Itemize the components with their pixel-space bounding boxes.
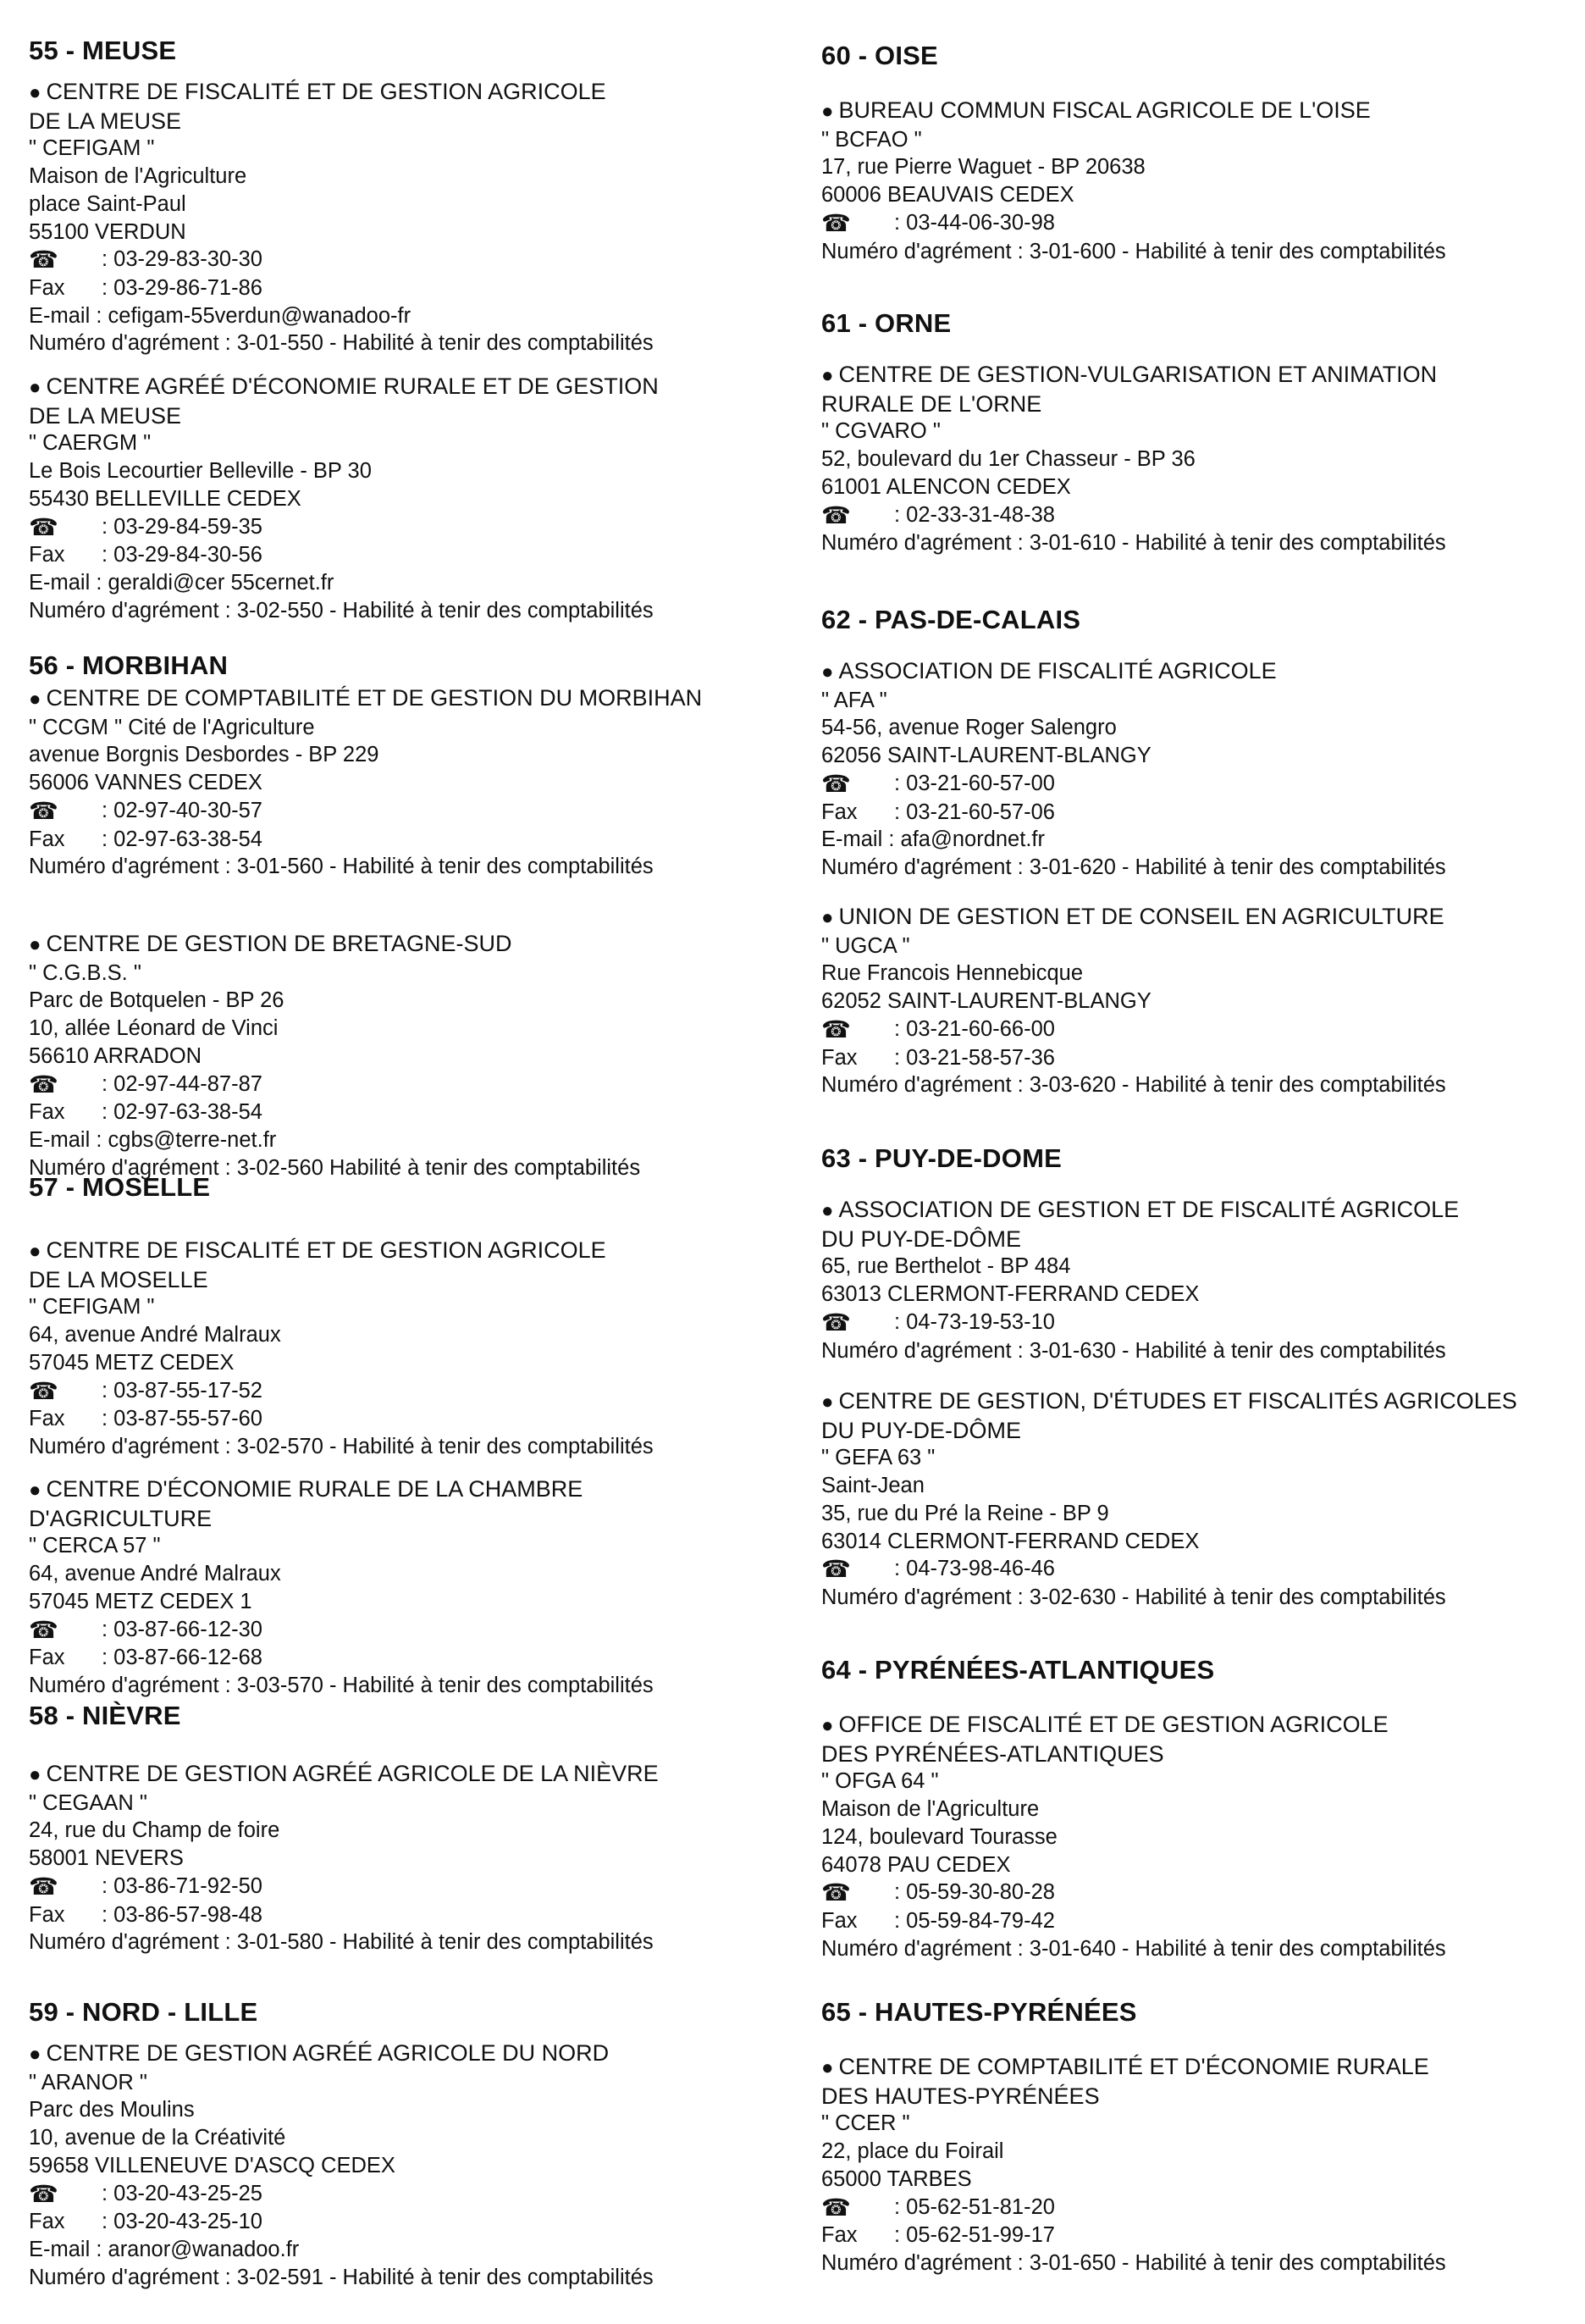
organization-name-text: BUREAU COMMUN FISCAL AGRICOLE DE L'OISE (838, 97, 1371, 123)
address-line: 22, place du Foirail (821, 2139, 1004, 2164)
organization-name (821, 903, 1583, 932)
address-line: 62056 SAINT-LAURENT-BLANGY (821, 744, 1151, 768)
phone-line (821, 770, 1583, 799)
telephone-icon: ☎ (29, 513, 58, 540)
address-line: " CAERGM " (29, 431, 152, 456)
fax-line (29, 274, 791, 302)
email-line: E-mail : aranor@wanadoo.fr (29, 2237, 300, 2261)
organization-name (821, 1417, 1583, 1445)
address-line: 58001 NEVERS (29, 1846, 184, 1871)
agrement-line: Numéro d'agrément : 3-02-591 - Habilité à tenir des comptabilités (29, 2265, 654, 2289)
address-line: Rue Francois Hennebicque (821, 961, 1084, 986)
fax-line (29, 826, 791, 854)
phone-line (821, 1555, 1583, 1584)
organization-name-text: D'AGRICULTURE (29, 1505, 213, 1531)
organization-name (29, 1505, 791, 1533)
address-line: Saint-Jean (821, 1474, 925, 1498)
organization-name (29, 2039, 791, 2069)
organization-name-text: DU PUY-DE-DÔME (821, 1417, 1022, 1443)
address-line: " CGVARO " (821, 419, 941, 444)
email-line: E-mail : cgbs@terre-net.fr (29, 1127, 277, 1152)
address-line: 57045 METZ CEDEX (29, 1350, 235, 1375)
fax-label: Fax (821, 800, 858, 824)
organization-name (821, 2053, 1583, 2083)
address-line: 57045 METZ CEDEX 1 (29, 1589, 252, 1613)
address-line: 35, rue du Pré la Reine - BP 9 (821, 1501, 1109, 1525)
address-line: 56610 ARRADON (29, 1043, 202, 1068)
telephone-icon: ☎ (29, 797, 58, 824)
bullet-icon: ● (821, 1391, 834, 1414)
fax-line (29, 1644, 791, 1672)
fax-label: Fax (29, 1902, 65, 1927)
telephone-icon: ☎ (29, 2180, 58, 2207)
telephone-icon: ☎ (29, 246, 58, 274)
fax-line (821, 1044, 1583, 1072)
phone-number: : 03-20-43-25-25 (102, 2181, 262, 2205)
fax-number: : 03-87-66-12-68 (102, 1646, 262, 1670)
fax-label: Fax (821, 1908, 858, 1933)
agrement-line: Numéro d'agrément : 3-03-570 - Habilité à tenir des comptabilités (29, 1673, 654, 1697)
fax-line (29, 1098, 791, 1126)
organization-entry (821, 657, 1583, 882)
address-line: 65, rue Berthelot - BP 484 (821, 1254, 1071, 1279)
organization-name-text: CENTRE DE GESTION DE BRETAGNE-SUD (46, 931, 512, 956)
bullet-icon: ● (29, 81, 41, 104)
fax-number: : 03-29-84-30-56 (102, 543, 262, 567)
address-line: avenue Borgnis Desbordes - BP 229 (29, 743, 379, 767)
address-line: 62052 SAINT-LAURENT-BLANGY (821, 989, 1151, 1014)
telephone-icon: ☎ (821, 1556, 851, 1583)
agrement-line: Numéro d'agrément : 3-01-560 - Habilité à tenir des comptabilités (29, 855, 654, 879)
phone-line (821, 209, 1583, 238)
department-heading: 60 - OISE (821, 41, 938, 70)
fax-number: : 03-20-43-25-10 (102, 2210, 262, 2234)
fax-line (29, 2208, 791, 2236)
department-heading: 64 - PYRÉNÉES-ATLANTIQUES (821, 1655, 1215, 1685)
organization-name (29, 684, 791, 714)
telephone-icon: ☎ (29, 1873, 58, 1900)
organization-entry (29, 1237, 791, 1461)
organization-name (821, 97, 1583, 126)
organization-name-text: OFFICE DE FISCALITÉ ET DE GESTION AGRICOLE (838, 1712, 1389, 1737)
bullet-icon: ● (29, 933, 41, 956)
address-line: 64078 PAU CEDEX (821, 1852, 1011, 1877)
organization-name-text: CENTRE DE FISCALITÉ ET DE GESTION AGRICOLE (46, 79, 606, 104)
phone-number: : 03-44-06-30-98 (894, 210, 1055, 235)
department-heading: 58 - NIÈVRE (29, 1701, 181, 1730)
organization-name (29, 402, 791, 430)
organization-name-text: ASSOCIATION DE FISCALITÉ AGRICOLE (838, 658, 1277, 683)
fax-number: : 03-21-60-57-06 (894, 800, 1055, 824)
phone-number: : 02-33-31-48-38 (894, 502, 1055, 527)
telephone-icon: ☎ (29, 1616, 58, 1643)
organization-entry (821, 903, 1583, 1099)
organization-name-text: CENTRE AGRÉÉ D'ÉCONOMIE RURALE ET DE GESTION (46, 374, 659, 399)
agrement-line: Numéro d'agrément : 3-03-620 - Habilité à tenir des comptabilités (821, 1073, 1446, 1098)
organization-entry (29, 373, 791, 624)
address-line: " CEGAAN " (29, 1790, 147, 1815)
organization-entry (821, 2053, 1583, 2277)
fax-label: Fax (821, 2223, 858, 2248)
address-line: 55100 VERDUN (29, 219, 186, 244)
address-line: " C.G.B.S. " (29, 960, 141, 985)
email-line: E-mail : afa@nordnet.fr (821, 827, 1045, 852)
organization-name-text: UNION DE GESTION ET DE CONSEIL EN AGRICULTURE (838, 904, 1444, 929)
organization-entry (29, 1760, 791, 1956)
address-line: 124, boulevard Tourasse (821, 1824, 1058, 1849)
organization-name (821, 1387, 1583, 1417)
organization-name (821, 2083, 1583, 2111)
organization-name (821, 657, 1583, 687)
phone-number: : 05-59-30-80-28 (894, 1880, 1055, 1905)
fax-label: Fax (29, 1646, 65, 1670)
address-line: 65000 TARBES (821, 2166, 972, 2191)
fax-line (821, 2222, 1583, 2249)
organization-name (29, 1237, 791, 1266)
agrement-line: Numéro d'agrément : 3-01-580 - Habilité à tenir des comptabilités (29, 1930, 654, 1955)
organization-name-text: DES HAUTES-PYRÉNÉES (821, 2083, 1100, 2109)
agrement-line: Numéro d'agrément : 3-01-550 - Habilité à tenir des comptabilités (29, 331, 654, 356)
telephone-icon: ☎ (821, 501, 851, 528)
address-line: 59658 VILLENEUVE D'ASCQ CEDEX (29, 2153, 395, 2177)
bullet-icon: ● (821, 364, 834, 387)
fax-number: : 02-97-63-38-54 (102, 827, 262, 851)
department-heading: 59 - NORD - LILLE (29, 1997, 258, 2027)
address-line: " UGCA " (821, 933, 910, 958)
telephone-icon: ☎ (29, 1071, 58, 1098)
fax-label: Fax (821, 1045, 858, 1070)
bullet-icon: ● (821, 2056, 834, 2079)
fax-number: : 05-59-84-79-42 (894, 1908, 1055, 1933)
organization-entry (29, 1475, 791, 1700)
telephone-icon: ☎ (821, 1879, 851, 1906)
organization-name-text: RURALE DE L'ORNE (821, 390, 1042, 417)
address-line: " AFA " (821, 688, 887, 712)
phone-number: : 05-62-51-81-20 (894, 2194, 1055, 2219)
bullet-icon: ● (29, 1763, 41, 1786)
bullet-icon: ● (821, 906, 834, 929)
email-line: E-mail : cefigam-55verdun@wanadoo-fr (29, 303, 411, 328)
address-line: Maison de l'Agriculture (821, 1797, 1040, 1822)
phone-line (821, 1309, 1583, 1337)
phone-line (821, 1015, 1583, 1044)
address-line: 10, allée Léonard de Vinci (29, 1016, 279, 1041)
address-line: 64, avenue André Malraux (29, 1562, 281, 1586)
fax-number: : 03-29-86-71-86 (102, 275, 262, 300)
address-line: " CCGM " Cité de l'Agriculture (29, 715, 315, 739)
phone-line (29, 1377, 791, 1406)
department-heading: 65 - HAUTES-PYRÉNÉES (821, 1997, 1137, 2027)
fax-label: Fax (29, 2210, 65, 2234)
phone-line (29, 797, 791, 826)
address-line: " CEFIGAM " (29, 136, 155, 161)
fax-label: Fax (29, 1407, 65, 1431)
fax-label: Fax (29, 827, 65, 851)
phone-line (821, 2194, 1583, 2222)
address-line: " BCFAO " (821, 127, 922, 152)
address-line: place Saint-Paul (29, 191, 186, 216)
phone-number: : 03-21-60-57-00 (894, 771, 1055, 795)
organization-name-text: DES PYRÉNÉES-ATLANTIQUES (821, 1740, 1164, 1767)
bullet-icon: ● (29, 1479, 41, 1502)
organization-name-text: CENTRE DE COMPTABILITÉ ET DE GESTION DU MORBIHAN (46, 685, 703, 711)
address-line: 64, avenue André Malraux (29, 1323, 281, 1347)
address-line: 10, avenue de la Créativité (29, 2126, 286, 2150)
phone-line (29, 2180, 791, 2209)
phone-line (29, 1873, 791, 1901)
phone-number: : 03-87-55-17-52 (102, 1378, 262, 1403)
address-line: Le Bois Lecourtier Belleville - BP 30 (29, 459, 372, 484)
organization-name (29, 373, 791, 402)
fax-number: : 03-87-55-57-60 (102, 1407, 262, 1431)
bullet-icon: ● (821, 661, 834, 683)
organization-entry (29, 930, 791, 1181)
organization-name-text: CENTRE DE FISCALITÉ ET DE GESTION AGRICOLE (46, 1237, 606, 1263)
address-line: Parc des Moulins (29, 2098, 195, 2122)
fax-number: : 05-62-51-99-17 (894, 2223, 1055, 2248)
organization-name-text: CENTRE DE GESTION AGRÉÉ AGRICOLE DE LA NIÈVRE (46, 1761, 659, 1786)
organization-name-text: DE LA MOSELLE (29, 1266, 208, 1292)
address-line: 24, rue du Champ de foire (29, 1818, 280, 1843)
address-line: 63014 CLERMONT-FERRAND CEDEX (821, 1529, 1200, 1553)
phone-line (29, 246, 791, 274)
phone-line (821, 1879, 1583, 1907)
bullet-icon: ● (29, 1240, 41, 1263)
organization-name (29, 1760, 791, 1790)
department-heading: 61 - ORNE (821, 308, 952, 338)
address-line: Maison de l'Agriculture (29, 164, 247, 189)
organization-name-text: CENTRE DE COMPTABILITÉ ET D'ÉCONOMIE RURALE (838, 2054, 1429, 2079)
address-line: " CCER " (821, 2111, 910, 2136)
bullet-icon: ● (821, 100, 834, 123)
phone-number: : 04-73-19-53-10 (894, 1309, 1055, 1334)
telephone-icon: ☎ (29, 1377, 58, 1404)
organization-entry (821, 1711, 1583, 1962)
bullet-icon: ● (29, 688, 41, 711)
telephone-icon: ☎ (821, 1015, 851, 1043)
address-line: Parc de Botquelen - BP 26 (29, 988, 284, 1013)
telephone-icon: ☎ (821, 2194, 851, 2221)
organization-entry (29, 2039, 791, 2291)
phone-line (29, 1616, 791, 1645)
phone-number: : 03-21-60-66-00 (894, 1016, 1055, 1041)
organization-name (29, 1266, 791, 1294)
agrement-line: Numéro d'agrément : 3-01-600 - Habilité à tenir des comptabilités (821, 239, 1446, 263)
organization-name-text: CENTRE DE GESTION AGRÉÉ AGRICOLE DU NORD (46, 2040, 610, 2066)
department-heading: 57 - MOSELLE (29, 1172, 211, 1202)
phone-number: : 03-29-84-59-35 (102, 514, 262, 539)
department-heading: 55 - MEUSE (29, 36, 177, 65)
organization-entry (821, 1196, 1583, 1364)
fax-label: Fax (29, 543, 65, 567)
organization-name-text: DE LA MEUSE (29, 108, 182, 134)
agrement-line: Numéro d'agrément : 3-01-640 - Habilité à tenir des comptabilités (821, 1936, 1446, 1961)
phone-line (29, 513, 791, 542)
address-line: " CERCA 57 " (29, 1534, 161, 1558)
organization-name (821, 390, 1583, 418)
fax-number: : 03-21-58-57-36 (894, 1045, 1055, 1070)
email-line: E-mail : geraldi@cer 55cernet.fr (29, 570, 334, 595)
address-line: 52, boulevard du 1er Chasseur - BP 36 (821, 447, 1196, 472)
address-line: " CEFIGAM " (29, 1295, 155, 1320)
fax-line (821, 799, 1583, 827)
phone-line (29, 1071, 791, 1099)
phone-number: : 03-29-83-30-30 (102, 247, 262, 272)
phone-number: : 04-73-98-46-46 (894, 1557, 1055, 1581)
address-line: 63013 CLERMONT-FERRAND CEDEX (821, 1282, 1200, 1307)
fax-number: : 02-97-63-38-54 (102, 1100, 262, 1125)
organization-name (821, 1711, 1583, 1740)
agrement-line: Numéro d'agrément : 3-01-610 - Habilité à tenir des comptabilités (821, 531, 1446, 556)
fax-label: Fax (29, 275, 65, 300)
agrement-line: Numéro d'agrément : 3-01-620 - Habilité à tenir des comptabilités (821, 855, 1446, 879)
address-line: 54-56, avenue Roger Salengro (821, 716, 1117, 740)
phone-line (821, 501, 1583, 530)
address-line: " OFGA 64 " (821, 1769, 939, 1794)
bullet-icon: ● (29, 376, 41, 399)
bullet-icon: ● (29, 2043, 41, 2066)
organization-name-text: DE LA MEUSE (29, 402, 182, 429)
phone-number: : 03-87-66-12-30 (102, 1617, 262, 1641)
fax-line (29, 1901, 791, 1929)
phone-number: : 02-97-40-30-57 (102, 798, 262, 822)
agrement-line: Numéro d'agrément : 3-01-630 - Habilité à tenir des comptabilités (821, 1338, 1446, 1363)
organization-name-text: CENTRE DE GESTION, D'ÉTUDES ET FISCALITÉS AGRICOLES (838, 1388, 1517, 1414)
fax-label: Fax (29, 1100, 65, 1125)
organization-name (29, 1475, 791, 1505)
department-heading: 63 - PUY-DE-DOME (821, 1143, 1062, 1173)
phone-number: : 02-97-44-87-87 (102, 1071, 262, 1096)
address-line: 17, rue Pierre Waguet - BP 20638 (821, 155, 1146, 180)
agrement-line: Numéro d'agrément : 3-02-570 - Habilité à tenir des comptabilités (29, 1434, 654, 1458)
organization-name (821, 1226, 1583, 1253)
organization-name (821, 361, 1583, 390)
organization-name-text: CENTRE D'ÉCONOMIE RURALE DE LA CHAMBRE (46, 1476, 583, 1502)
organization-entry (821, 97, 1583, 265)
telephone-icon: ☎ (821, 770, 851, 797)
organization-entry (821, 1387, 1583, 1612)
bullet-icon: ● (821, 1199, 834, 1222)
organization-name (29, 108, 791, 136)
phone-number: : 03-86-71-92-50 (102, 1873, 262, 1898)
address-line: " GEFA 63 " (821, 1446, 936, 1470)
organization-entry (821, 361, 1583, 557)
organization-entry (29, 684, 791, 881)
organization-name-text: ASSOCIATION DE GESTION ET DE FISCALITÉ AGRICOLE (838, 1197, 1460, 1222)
organization-name-text: CENTRE DE GESTION-VULGARISATION ET ANIMATION (838, 362, 1438, 387)
agrement-line: Numéro d'agrément : 3-01-650 - Habilité à tenir des comptabilités (821, 2250, 1446, 2275)
organization-name (29, 930, 791, 960)
organization-entry (29, 78, 791, 357)
address-line: 61001 ALENCON CEDEX (821, 474, 1071, 499)
organization-name (821, 1740, 1583, 1768)
agrement-line: Numéro d'agrément : 3-02-630 - Habilité à tenir des comptabilités (821, 1585, 1446, 1609)
fax-line (29, 1405, 791, 1433)
telephone-icon: ☎ (821, 1309, 851, 1336)
address-line: 56006 VANNES CEDEX (29, 771, 262, 795)
agrement-line: Numéro d'agrément : 3-02-560 Habilité à tenir des comptabilités (29, 1155, 641, 1180)
department-heading: 56 - MORBIHAN (29, 650, 229, 680)
address-line: 55430 BELLEVILLE CEDEX (29, 486, 301, 511)
address-line: " ARANOR " (29, 2070, 147, 2094)
address-line: 60006 BEAUVAIS CEDEX (821, 183, 1074, 208)
telephone-icon: ☎ (821, 209, 851, 236)
department-heading: 62 - PAS-DE-CALAIS (821, 605, 1081, 634)
fax-line (29, 541, 791, 569)
organization-name-text: DU PUY-DE-DÔME (821, 1226, 1022, 1252)
fax-line (821, 1907, 1583, 1935)
organization-name (29, 78, 791, 108)
fax-number: : 03-86-57-98-48 (102, 1902, 262, 1927)
agrement-line: Numéro d'agrément : 3-02-550 - Habilité à tenir des comptabilités (29, 598, 654, 622)
organization-name (821, 1196, 1583, 1226)
bullet-icon: ● (821, 1714, 834, 1737)
